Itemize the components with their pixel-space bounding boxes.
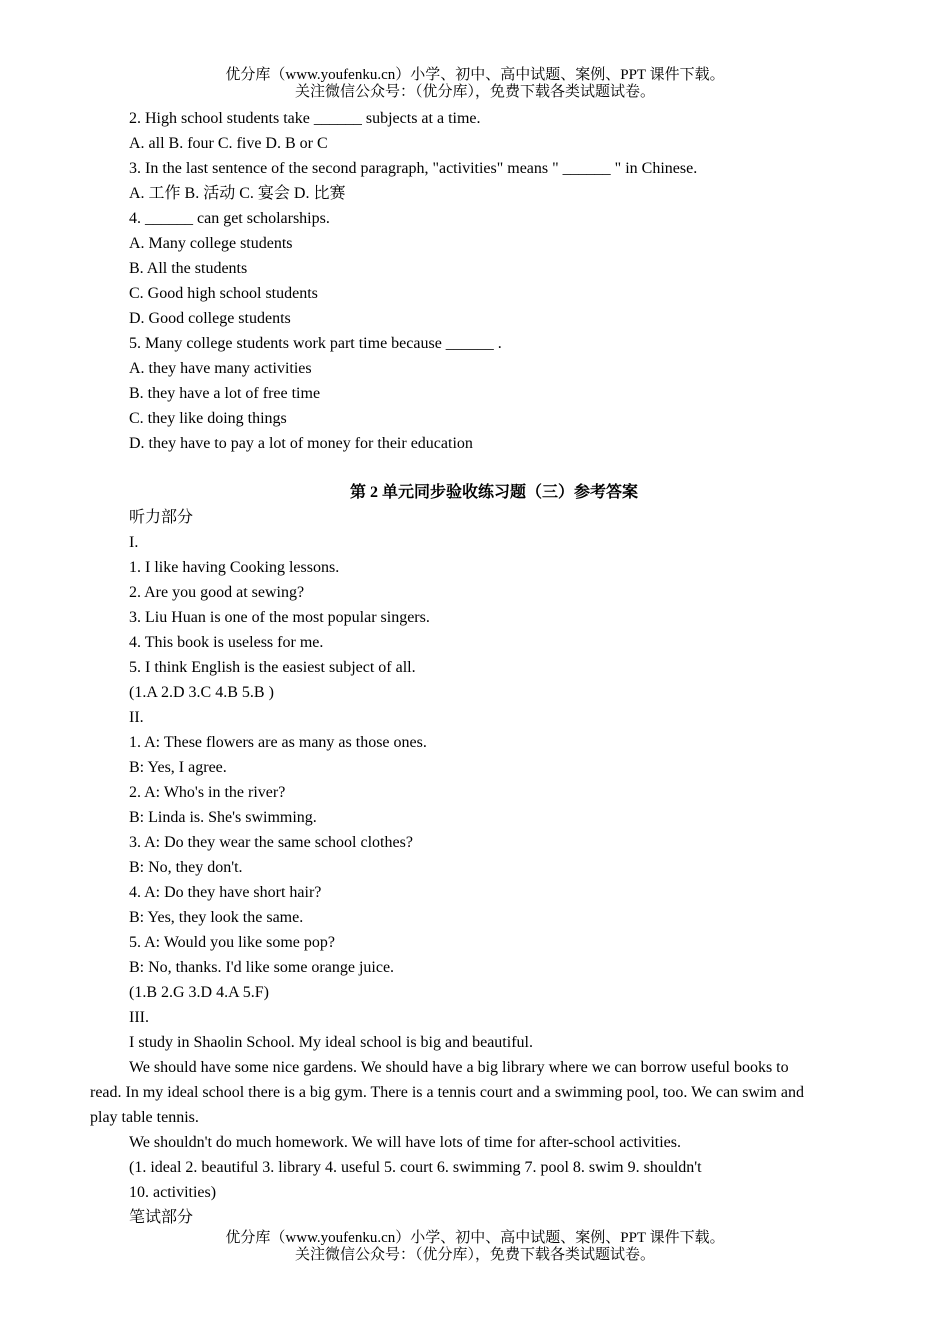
question-2: 2. High school students take ______ subjects at a time. xyxy=(129,110,481,127)
question-2-options: A. all B. four C. five D. B or C xyxy=(129,135,328,152)
answer-line: B: Linda is. She's swimming. xyxy=(129,809,317,826)
page-footer xyxy=(0,1230,950,1264)
footer-line-1: 优分库（www.youfenku.cn）小学、初中、高中试题、案例、PPT 课件下载。 xyxy=(225,1230,725,1246)
question-5-option-d: D. they have to pay a lot of money for their education xyxy=(129,435,473,452)
answer-key-continued: 10. activities) xyxy=(129,1184,217,1201)
paragraph-line-2: read. In my ideal school there is a big gym. There is a tennis court and a swimming pool, too. We can swim and xyxy=(90,1084,804,1101)
answer-line: 5. I think English is the easiest subject of all. xyxy=(129,659,416,676)
answer-line: 2. A: Who's in the river? xyxy=(129,784,286,801)
answer-line: 5. A: Would you like some pop? xyxy=(129,934,335,951)
part-i-label: I. xyxy=(129,534,139,551)
answer-key: (1. ideal 2. beautiful 3. library 4. useful 5. court 6. swimming 7. pool 8. swim 9. shouldn't xyxy=(129,1159,702,1176)
answer-key: (1.B 2.G 3.D 4.A 5.F) xyxy=(129,984,270,1001)
question-4: 4. ______ can get scholarships. xyxy=(129,210,330,227)
question-3-options: A. 工作 B. 活动 C. 宴会 D. 比赛 xyxy=(129,185,346,202)
essay-sentence: We shouldn't do much homework. We will have lots of time for after-school activities. xyxy=(129,1134,682,1151)
footer-line-2: 关注微信公众号：（优分库），免费下载各类试题试卷。 xyxy=(294,1247,655,1263)
question-4-option-a: A. Many college students xyxy=(129,235,293,252)
answer-line: B: Yes, they look the same. xyxy=(129,909,304,926)
header-line-1: 优分库（www.youfenku.cn）小学、初中、高中试题、案例、PPT 课件下载。 xyxy=(225,67,725,83)
paragraph-line-3: play table tennis. xyxy=(90,1109,199,1126)
answer-line: 3. A: Do they wear the same school clothes? xyxy=(129,834,413,851)
question-4-option-c: C. Good high school students xyxy=(129,285,318,302)
question-4-option-d: D. Good college students xyxy=(129,310,291,327)
essay-sentence: I study in Shaolin School. My ideal school is big and beautiful. xyxy=(129,1034,533,1051)
answer-line: 3. Liu Huan is one of the most popular singers. xyxy=(129,609,430,626)
question-3: 3. In the last sentence of the second paragraph, "activities" means " ______ " in Chinese. xyxy=(129,160,698,177)
question-5-option-c: C. they like doing things xyxy=(129,410,287,427)
answer-line: 2. Are you good at sewing? xyxy=(129,584,305,601)
part-iii-label: III. xyxy=(129,1009,149,1026)
answer-line: 4. A: Do they have short hair? xyxy=(129,884,322,901)
answer-line: B: No, they don't. xyxy=(129,859,243,876)
paragraph-line-1: We should have some nice gardens. We should have a big library where we can borrow useful books to xyxy=(129,1059,789,1076)
question-5-option-a: A. they have many activities xyxy=(129,360,312,377)
question-4-option-b: B. All the students xyxy=(129,260,248,277)
answer-key: (1.A 2.D 3.C 4.B 5.B ) xyxy=(129,684,274,701)
header-line-2: 关注微信公众号：（优分库），免费下载各类试题试卷。 xyxy=(294,84,655,100)
answer-line: 1. A: These flowers are as many as those ones. xyxy=(129,734,427,751)
page-header xyxy=(0,67,950,101)
answer-line: 4. This book is useless for me. xyxy=(129,634,324,651)
written-section-label: 笔试部分 xyxy=(129,1209,194,1226)
listening-section-label: 听力部分 xyxy=(129,509,194,526)
answer-section-title: 第 2 单元同步验收练习题（三）参考答案 xyxy=(349,484,638,501)
question-5: 5. Many college students work part time because ______ . xyxy=(129,335,502,352)
part-ii-label: II. xyxy=(129,709,144,726)
answer-line: B: No, thanks. I'd like some orange juice. xyxy=(129,959,395,976)
answer-line: B: Yes, I agree. xyxy=(129,759,227,776)
answer-line: 1. I like having Cooking lessons. xyxy=(129,559,340,576)
question-5-option-b: B. they have a lot of free time xyxy=(129,385,321,402)
